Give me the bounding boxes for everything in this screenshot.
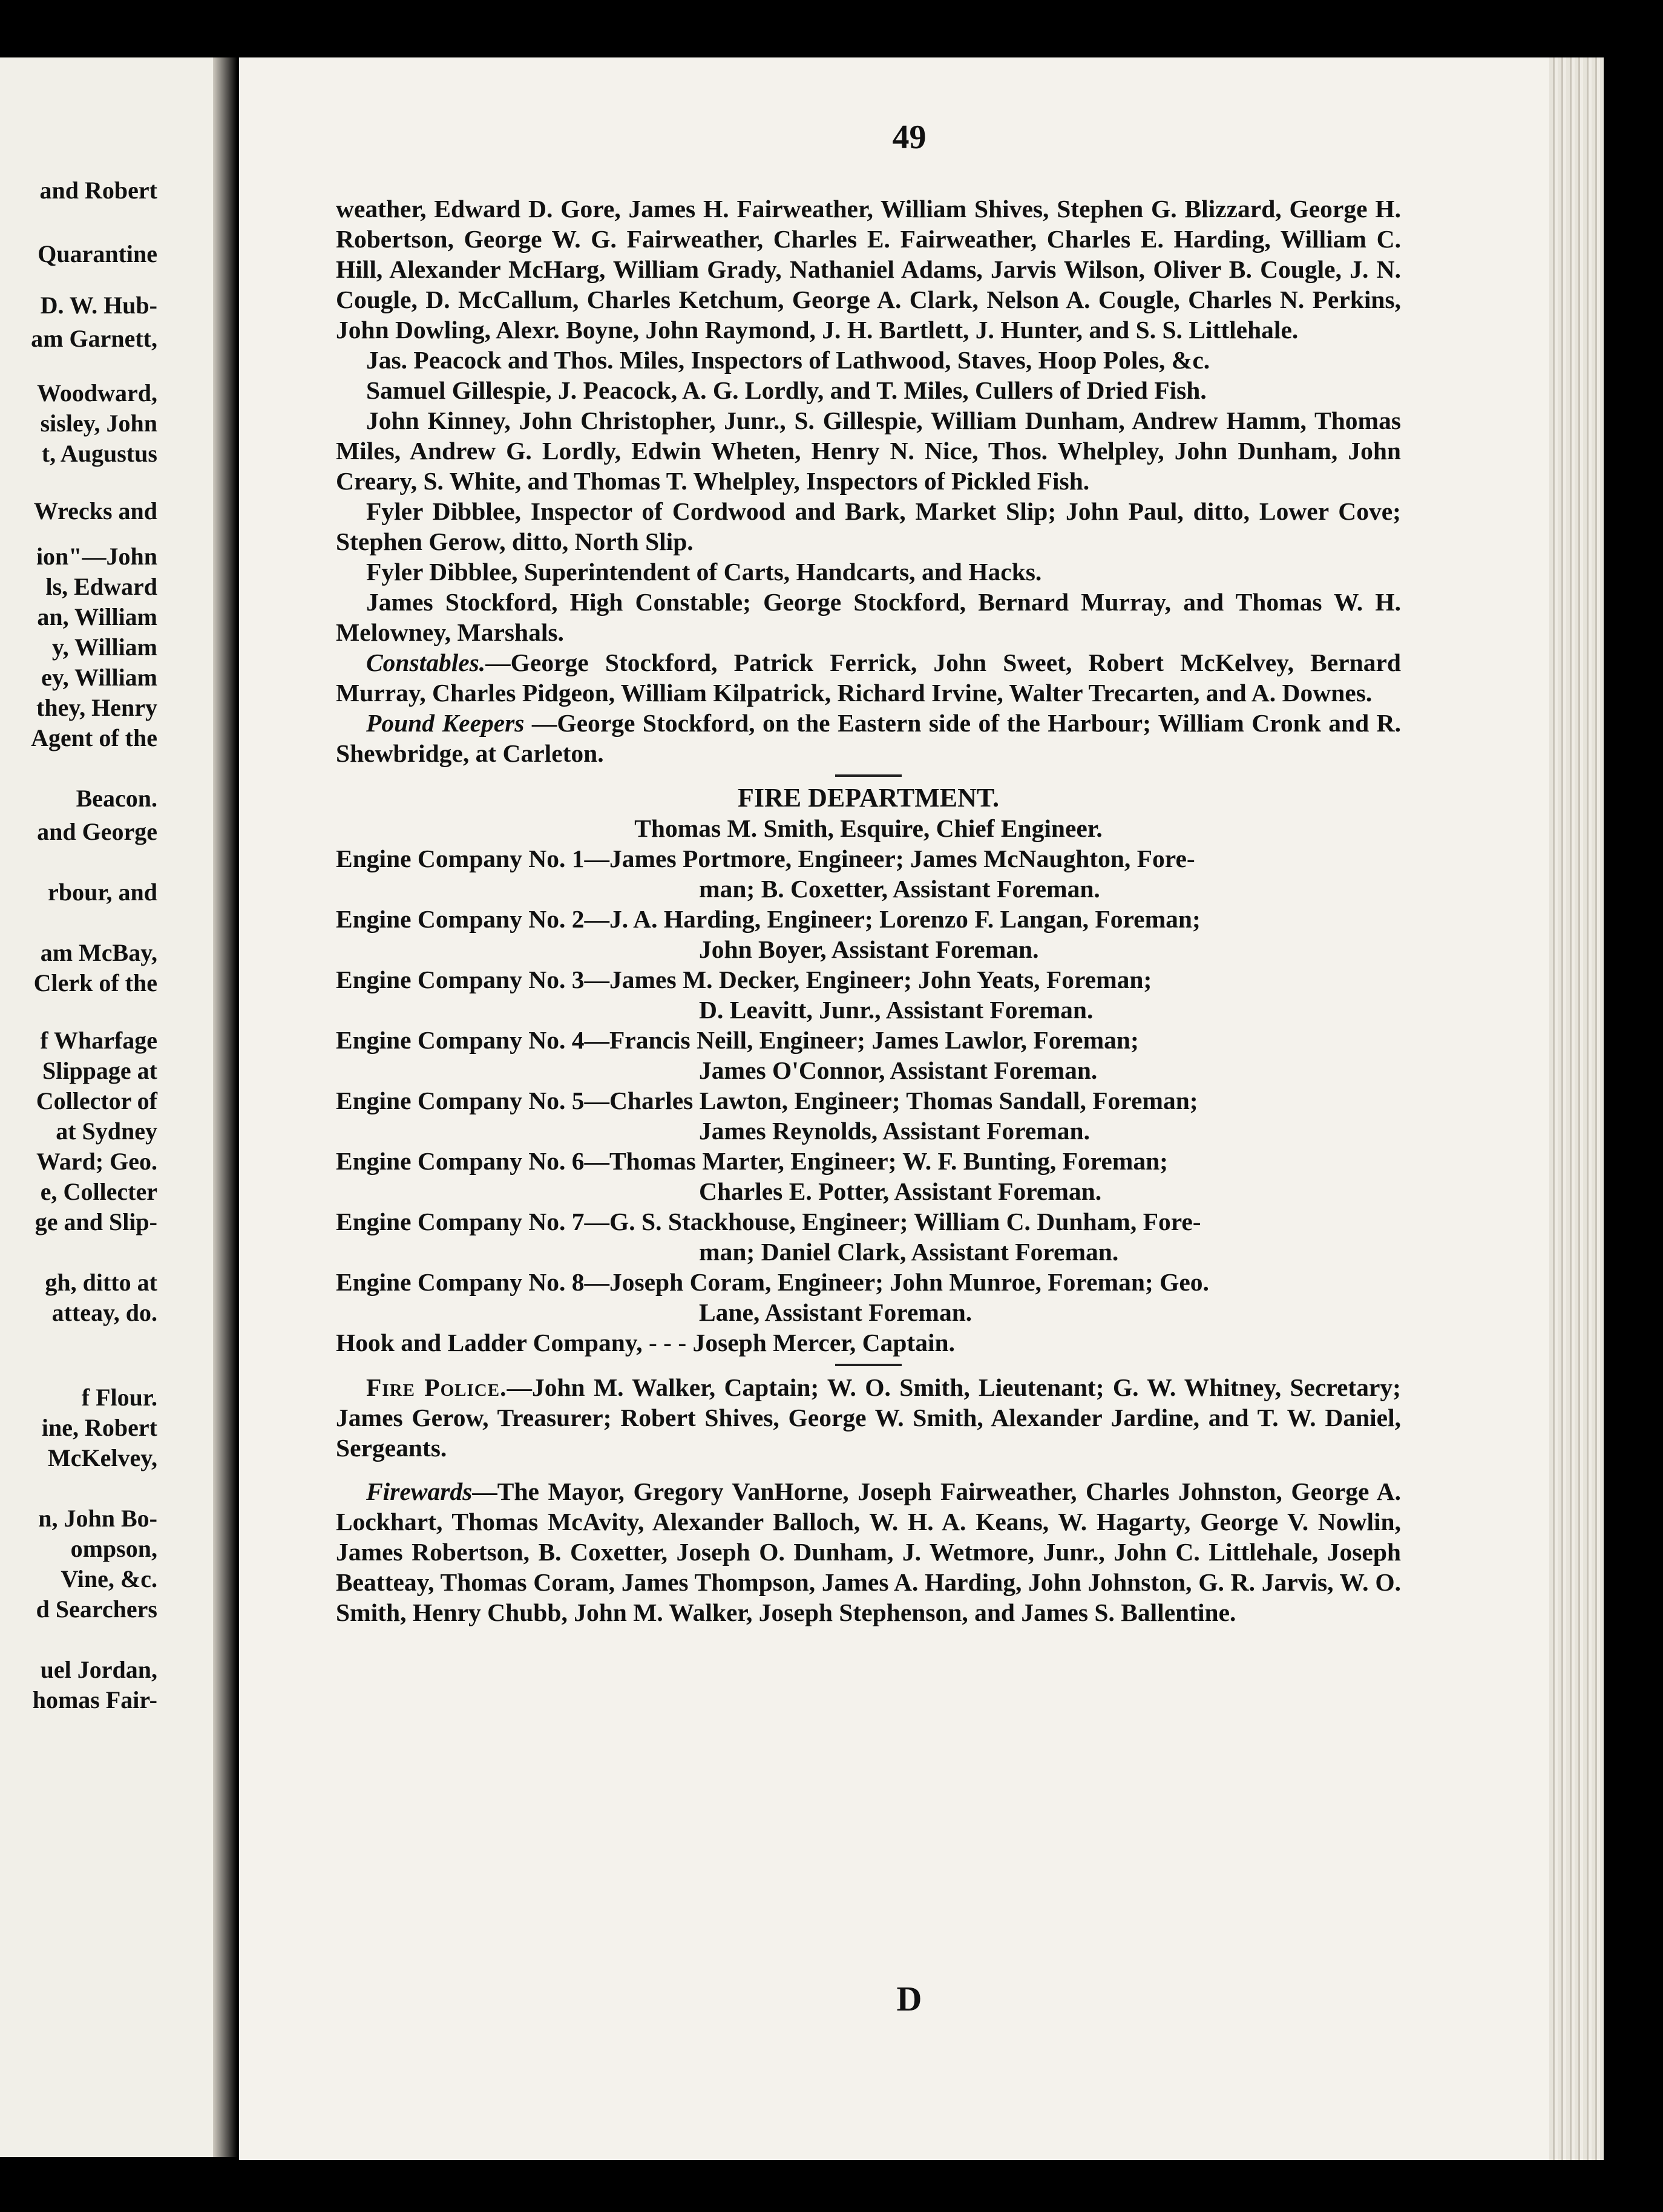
- para-carts: Fyler Dibblee, Superintendent of Carts, Handcarts, and Hacks.: [366, 558, 1042, 586]
- left-fragment-line: t, Augustus: [41, 440, 157, 467]
- hook-ladder-company: Hook and Ladder Company, - - - Joseph Mercer, Captain.: [336, 1329, 955, 1356]
- engine-company-line1: Engine Company No. 6—Thomas Marter, Engineer; W. F. Bunting, Foreman;: [336, 1147, 1168, 1175]
- left-fragment-line: and George: [37, 818, 157, 845]
- section-divider: [835, 774, 902, 777]
- engine-company-line1: Engine Company No. 3—James M. Decker, Engineer; John Yeats, Foreman;: [336, 966, 1152, 993]
- left-fragment-line: ion"—John: [36, 543, 157, 570]
- left-fragment-line: Slippage at: [42, 1057, 157, 1084]
- constables-text: —George Stockford, Patrick Ferrick, John Sweet, Robert McKelvey, Bernard Murray, Charles Pidgeon, William Kilpatrick, Richard Irvine, Walter Trecarten, and A. Downes.: [336, 649, 1401, 707]
- engine-company-entry: [336, 1146, 1401, 1206]
- left-fragment-line: am McBay,: [40, 939, 157, 966]
- engine-company-line2: Lane, Assistant Foreman.: [699, 1298, 973, 1326]
- left-fragment-line: Clerk of the: [33, 969, 157, 996]
- left-fragment-line: f Flour.: [81, 1384, 157, 1411]
- left-fragment-line: D. W. Hub-: [40, 292, 157, 319]
- left-fragment-line: Beacon.: [76, 785, 157, 812]
- para-high-constable: James Stockford, High Constable; George Stockford, Bernard Murray, and Thomas W. H. Melowney, Marshals.: [336, 588, 1401, 646]
- left-fragment-line: gh, ditto at: [45, 1269, 157, 1296]
- engine-company-entry: [336, 1025, 1401, 1085]
- constables-label: Constables.: [366, 649, 486, 676]
- fire-police-label: Fire Police.: [366, 1373, 507, 1401]
- engine-company-entry: [336, 1206, 1401, 1267]
- left-fragment-line: d Searchers: [36, 1595, 157, 1623]
- section-divider-2: [835, 1364, 902, 1366]
- engine-company-line1: Engine Company No. 1—James Portmore, Engineer; James McNaughton, Fore-: [336, 845, 1195, 872]
- engine-company-line2: John Boyer, Assistant Foreman.: [699, 935, 1039, 963]
- left-fragment-line: they, Henry: [36, 694, 157, 721]
- left-fragment-line: Collector of: [36, 1087, 157, 1114]
- para-constables: [336, 647, 1401, 708]
- left-fragment-line: Woodward,: [37, 379, 157, 407]
- engine-company-entry: [336, 843, 1401, 904]
- engine-company-line2: man; B. Coxetter, Assistant Foreman.: [699, 875, 1100, 903]
- left-fragment-line: ge and Slip-: [34, 1208, 157, 1235]
- page-edges: [1549, 57, 1604, 2160]
- para-lathwood: Jas. Peacock and Thos. Miles, Inspectors of Lathwood, Staves, Hoop Poles, &c.: [366, 346, 1210, 374]
- left-fragment-line: y, William: [51, 633, 157, 661]
- page-body: [336, 194, 1401, 1628]
- engine-company-line1: Engine Company No. 5—Charles Lawton, Engineer; Thomas Sandall, Foreman;: [336, 1087, 1198, 1114]
- fire-department-heading: FIRE DEPARTMENT.: [738, 783, 999, 813]
- left-fragment-line: Agent of the: [31, 724, 157, 751]
- engine-company-line1: Engine Company No. 7—G. S. Stackhouse, Engineer; William C. Dunham, Fore-: [336, 1208, 1201, 1235]
- left-fragment-line: uel Jordan,: [40, 1656, 157, 1683]
- left-fragment-line: ompson,: [70, 1535, 157, 1562]
- left-fragment-line: Quarantine: [38, 240, 157, 267]
- left-fragment-line: atteay, do.: [51, 1299, 157, 1326]
- fire-police-text: —John M. Walker, Captain; W. O. Smith, Lieutenant; G. W. Whitney, Secretary; James Gerow, Treasurer; Robert Shives, George W. Smith, Alexander Jardine, and T. W. Daniel, Sergeants.: [336, 1373, 1401, 1462]
- left-fragment-line: e, Collecter: [40, 1178, 157, 1205]
- left-fragment-line: n, John Bo-: [38, 1505, 157, 1532]
- main-page: [239, 57, 1579, 2160]
- left-fragment-line: f Wharfage: [40, 1027, 157, 1054]
- chief-engineer: Thomas M. Smith, Esquire, Chief Engineer.: [634, 814, 1103, 842]
- engine-company-line2: man; Daniel Clark, Assistant Foreman.: [699, 1238, 1119, 1266]
- left-fragment-line: and Robert: [39, 177, 157, 204]
- left-fragment-line: sisley, John: [40, 410, 157, 437]
- engine-company-line1: Engine Company No. 2—J. A. Harding, Engineer; Lorenzo F. Langan, Foreman;: [336, 905, 1201, 933]
- page-gutter: [213, 57, 237, 2157]
- left-facing-page: [0, 57, 213, 2157]
- engine-company-line2: D. Leavitt, Junr., Assistant Foreman.: [699, 996, 1094, 1024]
- left-fragment-line: at Sydney: [56, 1117, 157, 1145]
- engine-company-line2: Charles E. Potter, Assistant Foreman.: [699, 1177, 1102, 1205]
- para-pickled-fish: John Kinney, John Christopher, Junr., S. Gillespie, William Dunham, Andrew Hamm, Thomas Miles, Andrew G. Lordly, Edwin Wheten, Henry N. Nice, Thos. Whelpley, John Dunham, John Creary, S. White, and Thomas T. Whelpley, Inspectors of Pickled Fish.: [336, 407, 1401, 495]
- pound-keepers-label: Pound Keepers: [366, 709, 525, 737]
- firewards-label: Firewards: [366, 1477, 473, 1505]
- left-fragment-line: Ward; Geo.: [36, 1148, 157, 1175]
- left-fragment-line: an, William: [37, 603, 157, 630]
- engine-company-line1: Engine Company No. 8—Joseph Coram, Engineer; John Munroe, Foreman; Geo.: [336, 1268, 1209, 1296]
- engine-company-line2: James O'Connor, Assistant Foreman.: [699, 1056, 1098, 1084]
- engine-company-entry: [336, 904, 1401, 964]
- para-cordwood: Fyler Dibblee, Inspector of Cordwood and Bark, Market Slip; John Paul, ditto, Lower Cove; Stephen Gerow, ditto, North Slip.: [336, 497, 1401, 555]
- engine-company-entry: [336, 1267, 1401, 1327]
- left-fragment-line: ls, Edward: [45, 573, 157, 600]
- pound-keepers-text: —George Stockford, on the Eastern side of the Harbour; William Cronk and R. Shewbridge, at Carleton.: [336, 709, 1401, 767]
- signature-mark: D: [896, 1979, 922, 2018]
- left-fragment-line: ine, Robert: [41, 1414, 157, 1441]
- left-fragment-line: am Garnett,: [31, 325, 157, 352]
- left-fragment-line: homas Fair-: [32, 1686, 157, 1713]
- engine-companies-list: [336, 843, 1401, 1327]
- left-fragment-line: Wrecks and: [33, 497, 157, 525]
- para-firewards: [336, 1476, 1401, 1628]
- left-fragment-line: Vine, &c.: [61, 1565, 157, 1592]
- left-fragment-line: ey, William: [41, 664, 157, 691]
- engine-company-line2: James Reynolds, Assistant Foreman.: [699, 1117, 1090, 1145]
- page-number: 49: [892, 119, 927, 156]
- firewards-text: —The Mayor, Gregory VanHorne, Joseph Fairweather, Charles Johnston, George A. Lockhart, Thomas McAvity, Alexander Balloch, W. H. A. Keans, W. Hagarty, George V. Nowlin, James Robertson, B. Coxetter, Joseph O. Dunham, J. Wetmore, Junr., John C. Littlehale, Joseph Beatteay, Thomas Coram, James Thompson, James A. Harding, John Johnston, G. R. Jarvis, W. O. Smith, Henry Chubb, John M. Walker, Joseph Stephenson, and James S. Ballentine.: [336, 1477, 1401, 1626]
- engine-company-entry: [336, 964, 1401, 1025]
- para-inspectors-continued: weather, Edward D. Gore, James H. Fairweather, William Shives, Stephen G. Blizzard, George H. Robertson, George W. G. Fairweather, Charles E. Fairweather, Charles E. Harding, William C. Hill, Alexander McHarg, William Grady, Nathaniel Adams, Jarvis Wilson, Oliver B. Cougle, J. N. Cougle, D. McCallum, Charles Ketchum, George A. Clark, Nelson A. Cougle, Charles N. Perkins, John Dowling, Alexr. Boyne, John Raymond, J. H. Bartlett, J. Hunter, and S. S. Littlehale.: [336, 195, 1401, 344]
- engine-company-line1: Engine Company No. 4—Francis Neill, Engineer; James Lawlor, Foreman;: [336, 1026, 1139, 1054]
- left-fragment-line: rbour, and: [48, 879, 157, 906]
- para-fire-police: [336, 1372, 1401, 1463]
- para-pound-keepers: [336, 708, 1401, 768]
- engine-company-entry: [336, 1085, 1401, 1146]
- para-dried-fish: Samuel Gillespie, J. Peacock, A. G. Lordly, and T. Miles, Cullers of Dried Fish.: [366, 376, 1207, 404]
- left-fragment-line: McKelvey,: [47, 1444, 157, 1471]
